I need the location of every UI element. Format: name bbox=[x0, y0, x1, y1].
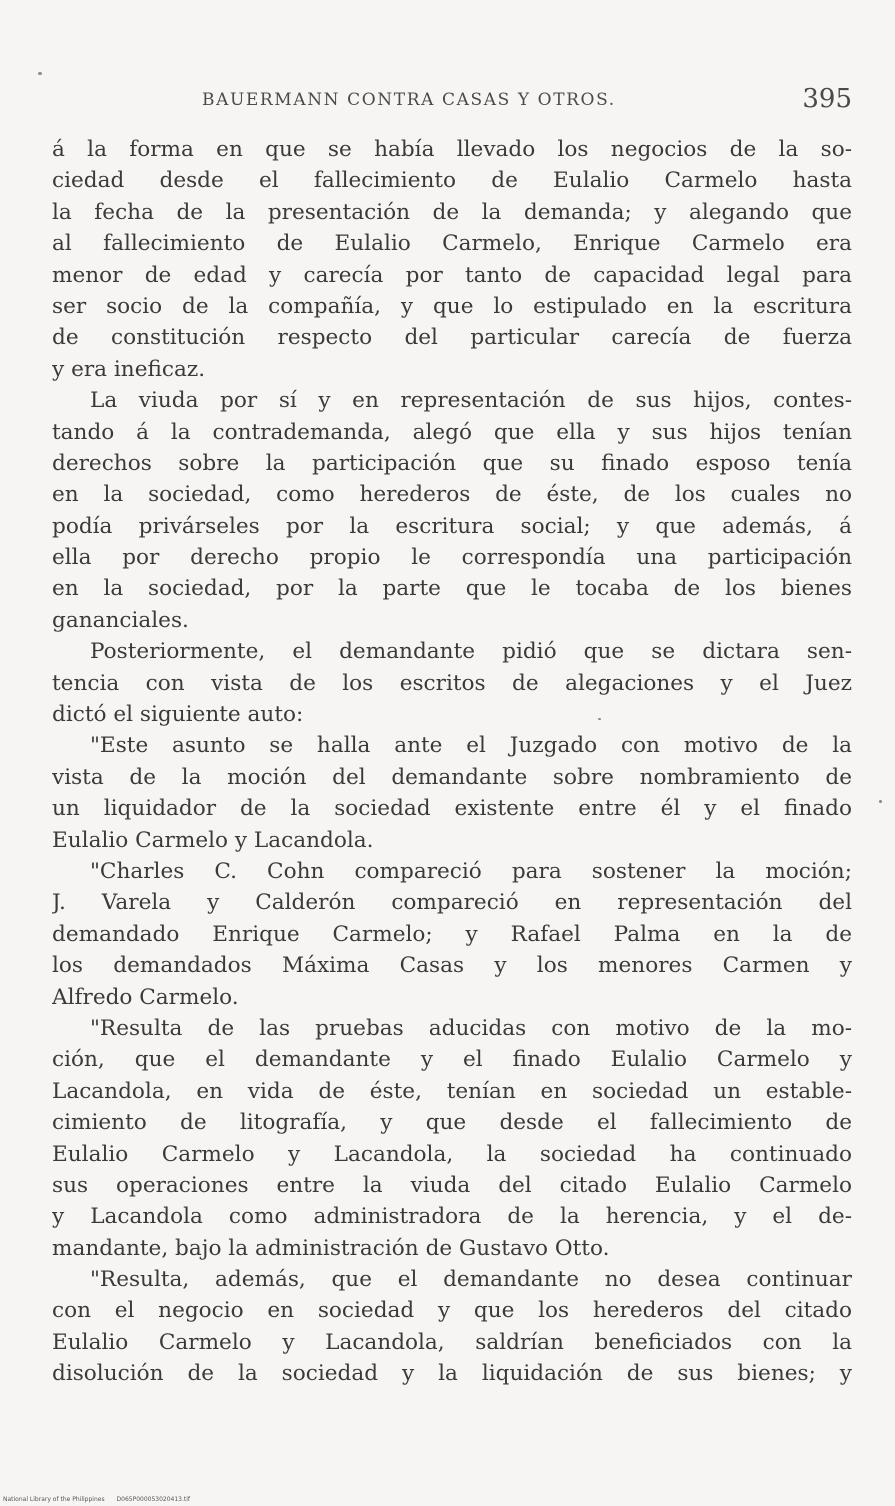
text-line: al fallecimiento de Eulalio Carmelo, Enrique Carmelo era bbox=[52, 231, 852, 257]
text-line: Posteriormente, el demandante pidió que se dictara sen- bbox=[90, 639, 852, 665]
text-line: en la sociedad, por la parte que le tocaba de los bienes bbox=[52, 576, 852, 602]
running-head bbox=[52, 84, 852, 118]
text-line: á la forma en que se había llevado los negocios de la so- bbox=[52, 137, 852, 162]
text-line: gananciales. bbox=[52, 607, 189, 633]
text-line: La viuda por sí y en representación de sus hijos, contes- bbox=[90, 388, 852, 414]
text-line: ella por derecho propio le correspondía una participación bbox=[52, 545, 852, 571]
text-line: derechos sobre la participación que su finado esposo tenía bbox=[52, 450, 852, 476]
text-line: en la sociedad, como herederos de éste, de los cuales no bbox=[52, 482, 852, 508]
text-line: Eulalio Carmelo y Lacandola, saldrían beneficiados con la bbox=[52, 1329, 852, 1355]
text-line: "Este asunto se halla ante el Juzgado con motivo de la bbox=[90, 733, 852, 759]
text-line: demandado Enrique Carmelo; y Rafael Palma en la de bbox=[52, 921, 852, 947]
text-line: tando á la contrademanda, alegó que ella y sus hijos tenían bbox=[52, 419, 852, 445]
text-line: J. Varela y Calderón compareció en representación del bbox=[52, 890, 852, 916]
text-line: y Lacandola como administradora de la herencia, y el de- bbox=[52, 1204, 852, 1230]
scan-speck bbox=[598, 718, 601, 720]
text-line: mandante, bajo la administración de Gustavo Otto. bbox=[52, 1235, 610, 1261]
text-line: la fecha de la presentación de la demanda; y alegando que bbox=[52, 199, 852, 225]
footer-library: National Library of the Philippines bbox=[3, 1496, 105, 1503]
text-line: disolución de la sociedad y la liquidación de sus bienes; y bbox=[52, 1361, 852, 1387]
text-line: los demandados Máxima Casas y los menores Carmen y bbox=[52, 953, 852, 979]
page-number: 395 bbox=[802, 84, 852, 114]
text-line: ciedad desde el fallecimiento de Eulalio Carmelo hasta bbox=[52, 168, 852, 194]
text-line: Eulalio Carmelo y Lacandola, la sociedad ha continuado bbox=[52, 1141, 852, 1167]
scan-speck bbox=[879, 800, 882, 803]
text-line: ción, que el demandante y el finado Eulalio Carmelo y bbox=[52, 1047, 852, 1073]
text-line: tencia con vista de los escritos de alegaciones y el Juez bbox=[52, 670, 852, 696]
footer-code: D065P000053020413.tif bbox=[116, 1496, 191, 1503]
scan-speck bbox=[38, 72, 42, 75]
body-text bbox=[52, 134, 852, 1390]
text-line: "Resulta de las pruebas aducidas con motivo de la mo- bbox=[90, 1015, 852, 1041]
text-line: ser socio de la compañía, y que lo estipulado en la escritura bbox=[52, 293, 852, 319]
scan-footer bbox=[3, 1496, 200, 1503]
text-line: Lacandola, en vida de éste, tenían en sociedad un estable- bbox=[52, 1078, 852, 1104]
text-line: sus operaciones entre la viuda del citado Eulalio Carmelo bbox=[52, 1172, 852, 1198]
text-line: y era ineficaz. bbox=[52, 356, 206, 382]
text-line: podía privárseles por la escritura social; y que además, á bbox=[52, 513, 852, 539]
text-line: Alfredo Carmelo. bbox=[52, 984, 239, 1010]
text-line: dictó el siguiente auto: bbox=[52, 702, 304, 728]
text-line: cimiento de litografía, y que desde el fallecimiento de bbox=[52, 1110, 852, 1136]
text-line: "Resulta, además, que el demandante no desea continuar bbox=[90, 1267, 852, 1293]
running-title: BAUERMANN CONTRA CASAS Y OTROS. bbox=[202, 90, 616, 110]
text-line: menor de edad y carecía por tanto de capacidad legal para bbox=[52, 262, 852, 288]
text-line: con el negocio en sociedad y que los herederos del citado bbox=[52, 1298, 852, 1324]
text-line: de constitución respecto del particular carecía de fuerza bbox=[52, 325, 852, 351]
text-line: vista de la moción del demandante sobre nombramiento de bbox=[52, 764, 852, 790]
text-line: un liquidador de la sociedad existente entre él y el finado bbox=[52, 796, 852, 822]
text-line: Eulalio Carmelo y Lacandola. bbox=[52, 827, 374, 853]
text-line: "Charles C. Cohn compareció para sostener la moción; bbox=[90, 858, 852, 884]
